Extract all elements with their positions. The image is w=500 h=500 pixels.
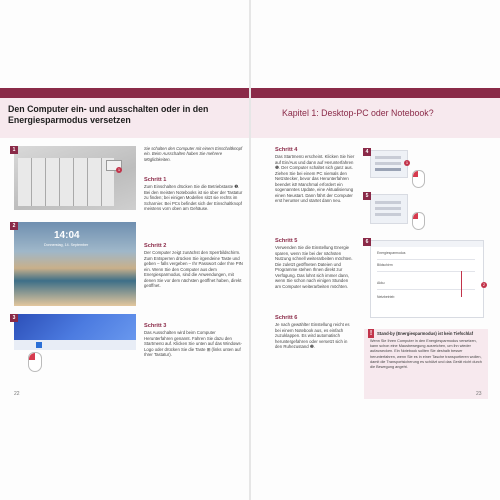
notebook-power-photo — [14, 146, 136, 210]
taskbar — [14, 340, 136, 350]
callout-power: 1 — [117, 167, 121, 172]
power-settings-screenshot — [370, 240, 484, 318]
step-badge-4: 4 — [363, 148, 371, 156]
settings-label-1: Energiesparmodus — [377, 251, 406, 255]
callout-sleep: 2 — [482, 282, 486, 287]
step-3-text: Das Ausschalten wird beim Computer Herunterfahren genannt. Fahren Sie dazu den Startmenü auf. Klicken Sie unten auf das Windows-Logo oder drücken Sie die Taste ⊞ (links unten auf Ihrer Tastatur). — [144, 330, 242, 357]
lock-date: Donnerstag, 14. September — [44, 243, 89, 247]
step-6 — [275, 314, 355, 350]
mouse-icon-3 — [412, 212, 425, 230]
gutter — [249, 0, 251, 500]
right-heading-band — [251, 98, 500, 138]
tip-text: Wenn Sie Ihren Computer in den Energiesparmodus versetzen, kann schon eine Mausbewegung ausreichen, um ihn wieder aufzuwecken. Ein Notebook sollten Sie deshalb besser herunterfahren, wenn Sie es in einer Tasche transportieren wollen, damit die Transportsicherung es schützt und das Gerät nicht durch die Bewegung angeht. — [370, 339, 482, 370]
step-3 — [144, 322, 244, 358]
mouse-icon — [28, 352, 42, 372]
lock-screen-photo — [14, 222, 136, 306]
mouse-icon-2 — [412, 170, 425, 188]
step-1-text: Zum Einschalten drücken Sie die Betriebstaste ❶. Bei den meisten Notebooks ist sie über der Tastatur zu finden; bei einigen Modellen sitzt sie rechts im Scharnier. Bei PCs befindet sich der Einschaltknopf meistens vorn oben am Gehäuse. — [144, 184, 243, 211]
step-6-text: Je nach gewählter Einstellung reicht es bei einem Notebook aus, es einfach zuzuklappen. Es wird automatisch heruntergefahren oder versetzt sich in den Ruhezustand ❷. — [275, 322, 350, 349]
lock-time: 14:04 — [54, 230, 80, 241]
step-5 — [275, 237, 355, 289]
taskbar-screenshot — [14, 314, 136, 350]
settings-label-4: Netzbetrieb — [377, 295, 395, 299]
page-number-right: 23 — [476, 391, 482, 397]
step-4 — [275, 146, 355, 204]
step-2 — [144, 242, 244, 289]
tip-title: Stand-by (Energiesparmodus) ist kein Tiefschlaf — [377, 331, 474, 336]
step-badge-5: 5 — [363, 192, 371, 200]
page-title: Den Computer ein- und ausschalten oder in den Energiesparmodus versetzen — [8, 104, 209, 125]
chapter-title: Kapitel 1: Desktop-PC oder Notebook? — [282, 108, 434, 118]
windows-logo-icon — [36, 342, 42, 348]
callout-shutdown: 1 — [405, 160, 409, 165]
step-badge-2: 2 — [10, 222, 18, 230]
step-badge-6: 6 — [363, 238, 371, 246]
settings-label-3: Akku — [377, 281, 385, 285]
left-top-band — [0, 88, 249, 98]
page-number-left: 22 — [14, 391, 20, 397]
keyboard-keys — [18, 158, 114, 206]
step-4-heading: Schritt 4 — [275, 147, 298, 153]
step-5-heading: Schritt 5 — [275, 238, 298, 244]
power-menu-screenshot — [370, 150, 408, 178]
step-badge-3: 3 — [10, 314, 18, 322]
step-4-text: Das Startmenü erscheint. Klicken Sie hier auf Ein/Aus und dann auf Herunterfahren ❶. Der Computer schaltet sich ganz aus. Ziehen Sie bei einem PC niemals den Netzstecker, bevor das Herunterfahren beendet ist! Manchmal erfordert ein sogenanntes Update, eine Aktualisierung einen Neustart. Dann fährt der Computer erst herunter und startet dann neu. — [275, 154, 355, 203]
step-3-heading: Schritt 3 — [144, 323, 167, 329]
settings-label-2: Bildschirm — [377, 263, 393, 267]
step-badge-1: 1 — [10, 146, 18, 154]
step-2-heading: Schritt 2 — [144, 243, 167, 249]
step-1 — [144, 176, 244, 212]
energy-menu-screenshot — [370, 194, 408, 224]
warning-icon: ! — [369, 330, 373, 337]
intro-text: Sie schalten den Computer mit einem Einschaltknopf ein. Beim Ausschalten haben Sie mehrere Möglichkeiten. — [144, 146, 243, 162]
step-6-heading: Schritt 6 — [275, 315, 298, 321]
step-1-heading: Schritt 1 — [144, 177, 167, 183]
step-2-text: Der Computer zeigt zunächst den Sperrbildschirm. Zum Entsperren drücken Sie irgendeine Taste und geben – falls vergeben – Ihr Passwort oder Ihre PIN ein. Wenn Sie den Computer aus dem Energiesparmodus, sind die Anwendungen, mit denen Sie vor dem nächsten geöffnet haben, direkt geöffnet. — [144, 250, 243, 288]
step-5-text: Verwenden Sie die Einstellung Energie sparen, wenn Sie bei der nächsten Nutzung schnell weiterarbeiten möchten. Die zuletzt geöffneten Dateien und Programme stehen Ihnen direkt zur Verfügung. Das lohnt sich immer dann, wenn Sie schon nach einigen Stunden am Computer weiterarbeiten möchten. — [275, 245, 353, 289]
right-top-band — [251, 88, 500, 98]
